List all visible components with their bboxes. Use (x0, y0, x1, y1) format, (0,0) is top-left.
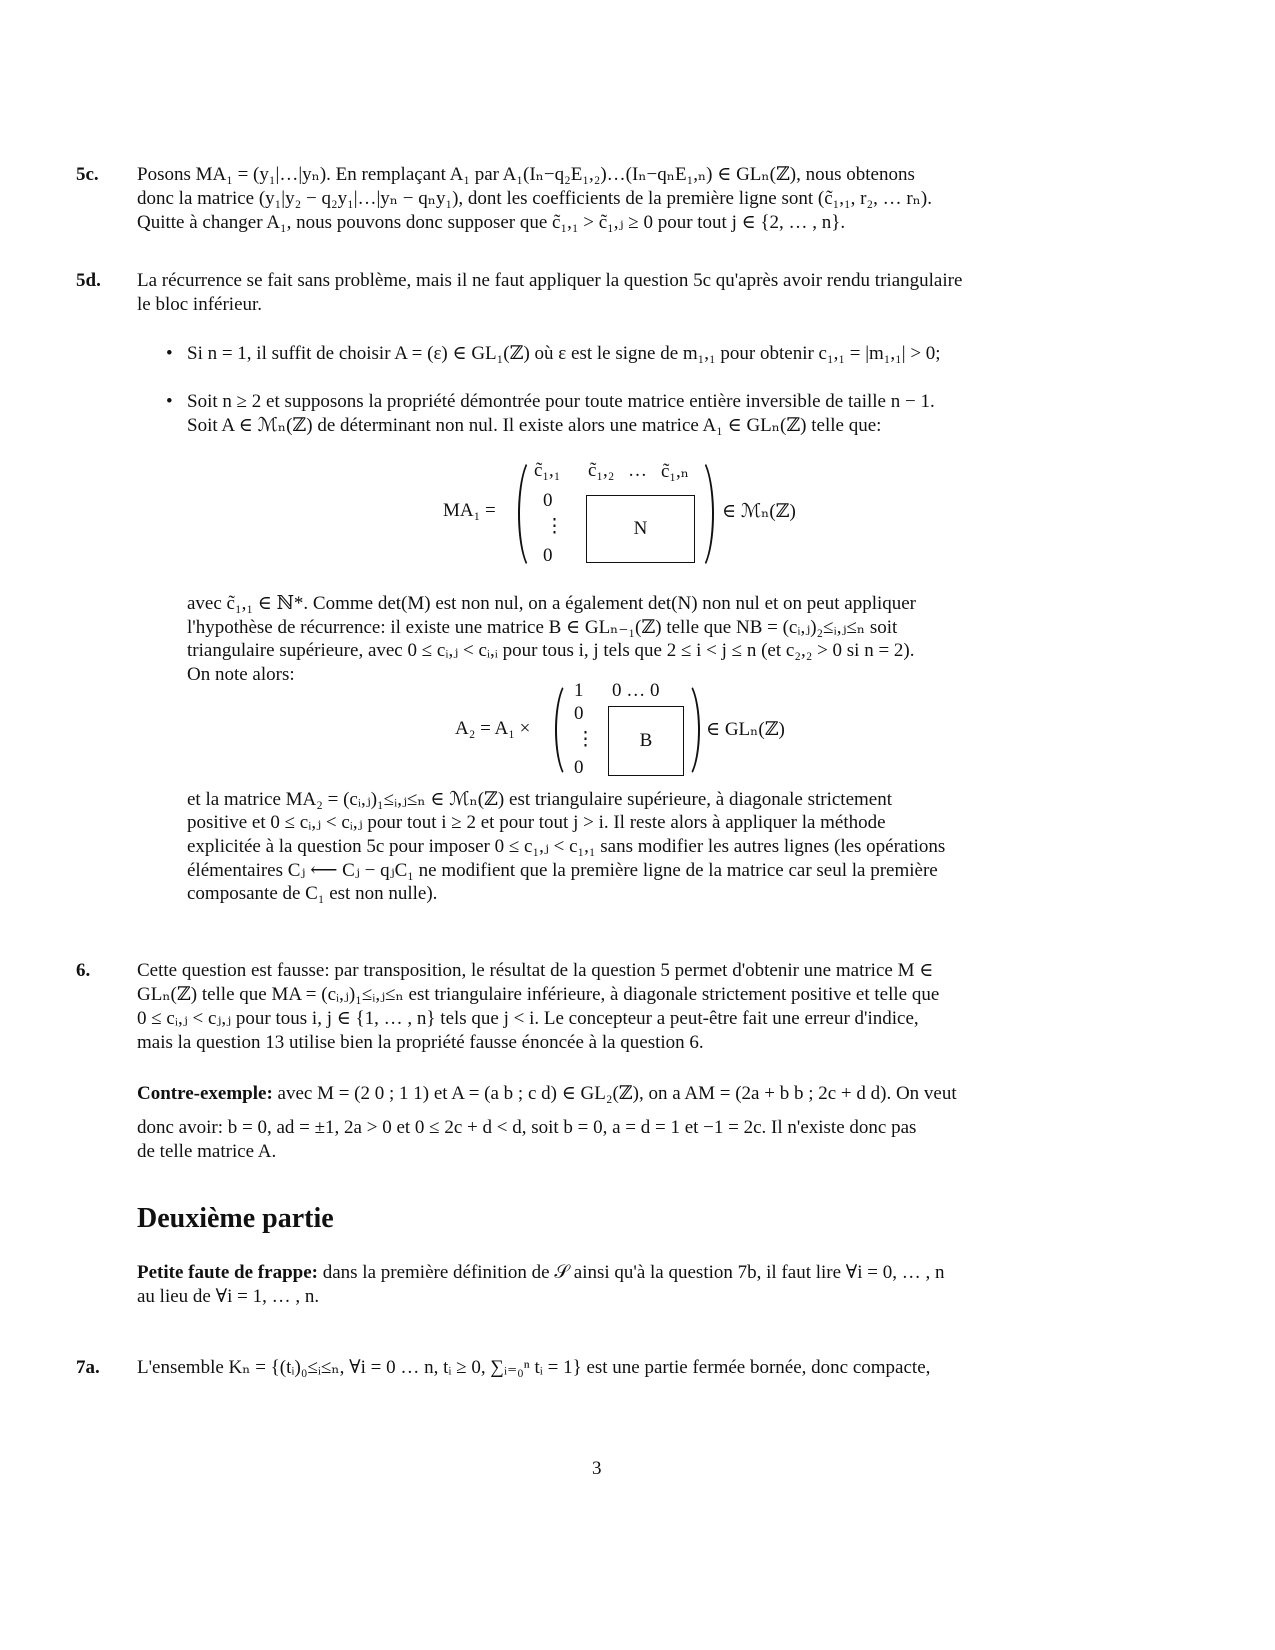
bullet-icon: • (166, 391, 173, 412)
text-line: L'ensemble Kₙ = {(tᵢ)₀≤ᵢ≤ₙ, ∀i = 0 … n, tᵢ ≥ 0, ∑ᵢ₌₀ⁿ tᵢ = 1} est une partie fermée bornée, donc compacte, (137, 1357, 931, 1378)
question-label-5d: 5d. (76, 270, 101, 291)
text-line: de telle matrice A. (137, 1141, 277, 1162)
question-label-5c: 5c. (76, 164, 99, 185)
matrix-cell: ⋮ (576, 729, 595, 750)
matrix-lhs: MA₁ = (443, 500, 496, 521)
text-line: Posons MA₁ = (y₁|…|yₙ). En remplaçant A₁ par A₁(Iₙ−q₂E₁,₂)…(Iₙ−qₙE₁,ₙ) ∈ GLₙ(ℤ), nous obtenons (137, 164, 915, 185)
text-line: mais la question 13 utilise bien la propriété fausse énoncée à la question 6. (137, 1032, 704, 1053)
text-line: Quitte à changer A₁, nous pouvons donc supposer que c̃₁,₁ > c̃₁,ⱼ ≥ 0 pour tout j ∈ {2, … , n}. (137, 212, 846, 233)
text-line: Cette question est fausse: par transposition, le résultat de la question 5 permet d'obtenir une matrice M ∈ (137, 960, 934, 981)
matrix-cell: 0 (543, 490, 553, 511)
text: avec M = (2 0 ; 1 1) et A = (a b ; c d) ∈ GL₂(ℤ), on a AM = (2a + b b ; 2c + d d). On veut (277, 1083, 957, 1104)
text-line: et la matrice MA₂ = (cᵢ,ⱼ)₁≤ᵢ,ⱼ≤ₙ ∈ ℳₙ(ℤ) est triangulaire supérieure, à diagonale strictement (187, 789, 893, 810)
question-label-6: 6. (76, 960, 91, 981)
typo-line (137, 1261, 945, 1285)
counter-example-title: Contre-exemple: (137, 1083, 273, 1104)
bullet-text: Si n = 1, il suffit de choisir A = (ε) ∈ GL₁(ℤ) où ε est le signe de m₁,₁ pour obtenir c₁,₁ = |m₁,₁| > 0; (187, 343, 941, 364)
text-line: triangulaire supérieure, avec 0 ≤ cᵢ,ⱼ < cᵢ,ᵢ pour tous i, j tels que 2 ≤ i < j ≤ n (et c₂,₂ > 0 si n = 2). (187, 640, 915, 661)
block-b: B (608, 706, 684, 776)
question-label-7a: 7a. (76, 1357, 100, 1378)
text-line: composante de C₁ est non nulle). (187, 883, 438, 904)
matrix-cell: ⋮ (545, 516, 564, 537)
page-number: 3 (592, 1458, 602, 1479)
text-line: l'hypothèse de récurrence: il existe une matrice B ∈ GLₙ₋₁(ℤ) telle que NB = (cᵢ,ⱼ)₂≤ᵢ,ⱼ≤ₙ soit (187, 617, 898, 638)
text-line: 0 ≤ cᵢ,ⱼ < cⱼ,ⱼ pour tous i, j ∈ {1, … , n} tels que j < i. Le concepteur a peut-être fait une erreur d'indice, (137, 1008, 919, 1029)
text-line: positive et 0 ≤ cᵢ,ⱼ < cᵢ,ⱼ pour tout i ≥ 2 et pour tout j > i. Il reste alors à appliquer la méthode (187, 812, 886, 833)
matrix-cell: c̃₁,ₙ (661, 461, 690, 482)
bullet-text: Soit A ∈ ℳₙ(ℤ) de déterminant non nul. Il existe alors une matrice A₁ ∈ GLₙ(ℤ) telle que: (187, 415, 882, 436)
matrix-cell: 1 (574, 680, 584, 701)
matrix-cell: … (628, 460, 647, 481)
text: dans la première définition de 𝒮 ainsi qu'à la question 7b, il faut lire ∀i = 0, … , n (322, 1262, 945, 1283)
text-line: avec c̃₁,₁ ∈ ℕ*. Comme det(M) est non nul, on a également det(N) non nul et on peut appliquer (187, 593, 917, 614)
matrix-cell: 0 … 0 (612, 680, 660, 701)
matrix-cell: c̃₁,₁ (534, 460, 561, 481)
text-line: GLₙ(ℤ) telle que MA = (cᵢ,ⱼ)₁≤ᵢ,ⱼ≤ₙ est triangulaire inférieure, à diagonale strictement positive et telle que (137, 984, 940, 1005)
matrix-cell: 0 (574, 757, 584, 778)
text-line: On note alors: (187, 664, 295, 685)
text-line: le bloc inférieur. (137, 294, 263, 315)
block-n: N (586, 495, 695, 563)
matrix-cell: 0 (574, 703, 584, 724)
matrix-cell: c̃₁,₂ (588, 460, 615, 481)
bullet-icon: • (166, 343, 173, 364)
text-line: donc avoir: b = 0, ad = ±1, 2a > 0 et 0 ≤ 2c + d < d, soit b = 0, a = d = 1 et −1 = 2c. Il n'existe donc pas (137, 1117, 917, 1138)
counter-example-line (137, 1082, 957, 1106)
matrix-lhs: A₂ = A₁ × (455, 718, 531, 739)
matrix-rhs: ∈ ℳₙ(ℤ) (722, 501, 796, 522)
text-line: donc la matrice (y₁|y₂ − q₂y₁|…|yₙ − qₙy₁), dont les coefficients de la première ligne sont (c̃₁,₁, r₂, … rₙ). (137, 188, 932, 209)
bullet-text: Soit n ≥ 2 et supposons la propriété démontrée pour toute matrice entière inversible de taille n − 1. (187, 391, 935, 412)
text-line: explicitée à la question 5c pour imposer 0 ≤ c₁,ⱼ < c₁,₁ sans modifier les autres lignes (les opérations (187, 836, 946, 857)
matrix-cell: 0 (543, 545, 553, 566)
matrix-rhs: ∈ GLₙ(ℤ) (706, 719, 785, 740)
text-line: La récurrence se fait sans problème, mais il ne faut appliquer la question 5c qu'après avoir rendu triangulaire (137, 270, 963, 291)
typo-title: Petite faute de frappe: (137, 1262, 318, 1283)
section-heading: Deuxième partie (137, 1203, 334, 1234)
text-line: au lieu de ∀i = 1, … , n. (137, 1286, 320, 1307)
text-line: élémentaires Cⱼ ⟵ Cⱼ − qⱼC₁ ne modifient que la première ligne de la matrice car seul la première (187, 860, 938, 881)
